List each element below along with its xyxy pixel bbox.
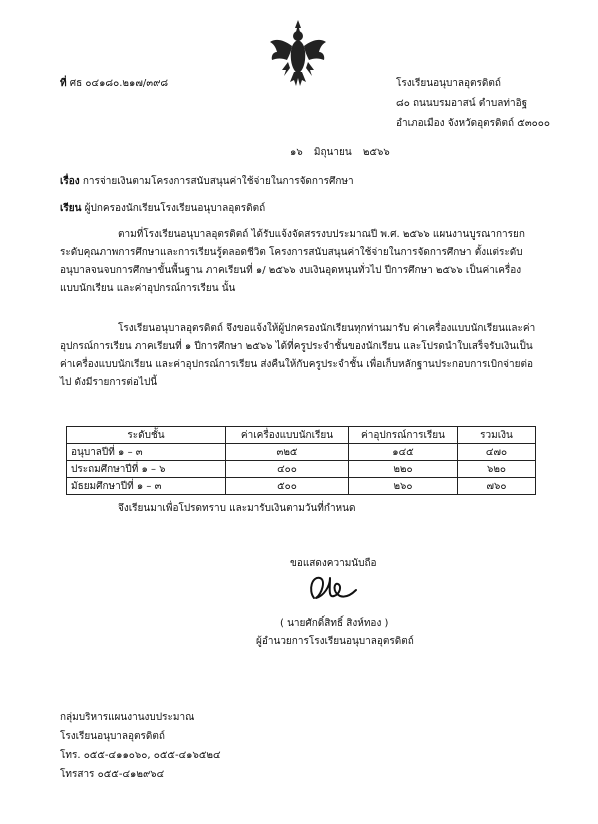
address-line-2: อำเภอเมือง จังหวัดอุตรดิตถ์ ๕๓๐๐๐ [396, 118, 550, 129]
garuda-emblem [268, 18, 328, 88]
regards-text: ขอแสดงความนับถือ [290, 558, 377, 569]
recipient-line [60, 201, 265, 216]
body-paragraph-1: ตามที่โรงเรียนอนุบาลอุตรดิตถ์ ได้รับแจ้งจัดสรรงบประมาณปี พ.ศ. ๒๕๖๖ แผนงานบูรณาการยกระดับคุณภาพการศึกษาและการเรียนรู้ตลอดชีวิต โครงการสนับสนุนค่าใช้จ่ายในการจัดการศึกษา ตั้งแต่ระดับอนุบาลจนจบการศึกษาขั้นพื้นฐาน ภาคเรียนที่ ๑/ ๒๕๖๖ งบเงินอุดหนุนทั่วไป ปีการศึกษา ๒๕๖๖ เป็นค่าเครื่องแบบนักเรียน และค่าอุปกรณ์การเรียน นั้น [60, 229, 525, 294]
address-line-1: ๘๐ ถนนบรมอาสน์ ตำบลท่าอิฐ [396, 98, 528, 109]
table-cell-total: ๔๗๐ [458, 444, 536, 461]
table-row [67, 478, 536, 495]
recipient-label: เรียน [60, 203, 82, 214]
table-cell-supplies: ๑๔๕ [349, 444, 458, 461]
column-header: ค่าอุปกรณ์การเรียน [349, 427, 458, 444]
subject-text: การจ่ายเงินตามโครงการสนับสนุนค่าใช้จ่ายในการจัดการศึกษา [82, 176, 354, 187]
table-row [67, 444, 536, 461]
recipient-text: ผู้ปกครองนักเรียนโรงเรียนอนุบาลอุตรดิตถ์ [84, 203, 266, 214]
column-header: รวมเงิน [458, 427, 536, 444]
handwritten-signature [300, 568, 360, 606]
column-header: ค่าเครื่องแบบนักเรียน [226, 427, 349, 444]
table-row [67, 461, 536, 478]
body-paragraph-2: โรงเรียนอนุบาลอุตรดิตถ์ จึงขอแจ้งให้ผู้ปกครองนักเรียนทุกท่านมารับ ค่าเครื่องแบบนักเรียนและค่าอุปกรณ์การเรียน ภาคเรียนที่ ๑ ปีการศึกษา ๒๕๖๖ ได้ที่ครูประจำชั้นของนักเรียน และโปรดนำใบเสร็จรับเงินเป็นค่าเครื่องแบบนักเรียน และค่าอุปกรณ์การเรียน ส่งคืนให้กับครูประจำชั้น เพื่อเก็บหลักฐานประกอบการเบิกจ่ายต่อไป ดังมีรายการต่อไปนี้ [60, 323, 536, 388]
table-cell-total: ๖๒๐ [458, 461, 536, 478]
table-cell-total: ๗๖๐ [458, 478, 536, 495]
table-cell-level: ประถมศึกษาปีที่ ๑ – ๖ [67, 461, 226, 478]
footer-phone: โทร. ๐๕๕-๔๑๑๐๖๐, ๐๕๕-๔๑๖๕๒๔ [60, 750, 221, 761]
table-cell-supplies: ๒๒๐ [349, 461, 458, 478]
school-name: โรงเรียนอนุบาลอุตรดิตถ์ [396, 78, 501, 89]
table-cell-uniform: ๕๐๐ [226, 478, 349, 495]
footer-school: โรงเรียนอนุบาลอุตรดิตถ์ [60, 731, 165, 742]
footer-department: กลุ่มบริหารแผนงานงบประมาณ [60, 712, 195, 723]
table-header-row [67, 427, 536, 444]
reference-line [60, 76, 168, 91]
closing-text: จึงเรียนมาเพื่อโปรดทราบ และมารับเงินตามวันที่กำหนด [118, 503, 356, 514]
signer-position: ผู้อำนวยการโรงเรียนอนุบาลอุตรดิตถ์ [256, 636, 414, 647]
reference-label: ที่ [60, 78, 67, 89]
table-cell-supplies: ๒๖๐ [349, 478, 458, 495]
letter-date: ๑๖ มิถุนายน ๒๕๖๖ [290, 147, 390, 158]
subject-label: เรื่อง [60, 176, 80, 187]
signer-name: ( นายศักดิ์สิทธิ์ สิงห์ทอง ) [280, 618, 389, 629]
table-cell-level: มัธยมศึกษาปีที่ ๑ – ๓ [67, 478, 226, 495]
reference-number: ศธ ๐๔๑๘๐.๒๑๗/๓๙๘ [69, 78, 169, 89]
table-cell-uniform: ๓๒๕ [226, 444, 349, 461]
footer-fax: โทรสาร ๐๕๕-๔๑๒๙๖๔ [60, 769, 165, 780]
subject-line [60, 174, 354, 189]
table-cell-uniform: ๔๐๐ [226, 461, 349, 478]
fee-table [66, 426, 536, 495]
table-cell-level: อนุบาลปีที่ ๑ – ๓ [67, 444, 226, 461]
column-header: ระดับชั้น [67, 427, 226, 444]
